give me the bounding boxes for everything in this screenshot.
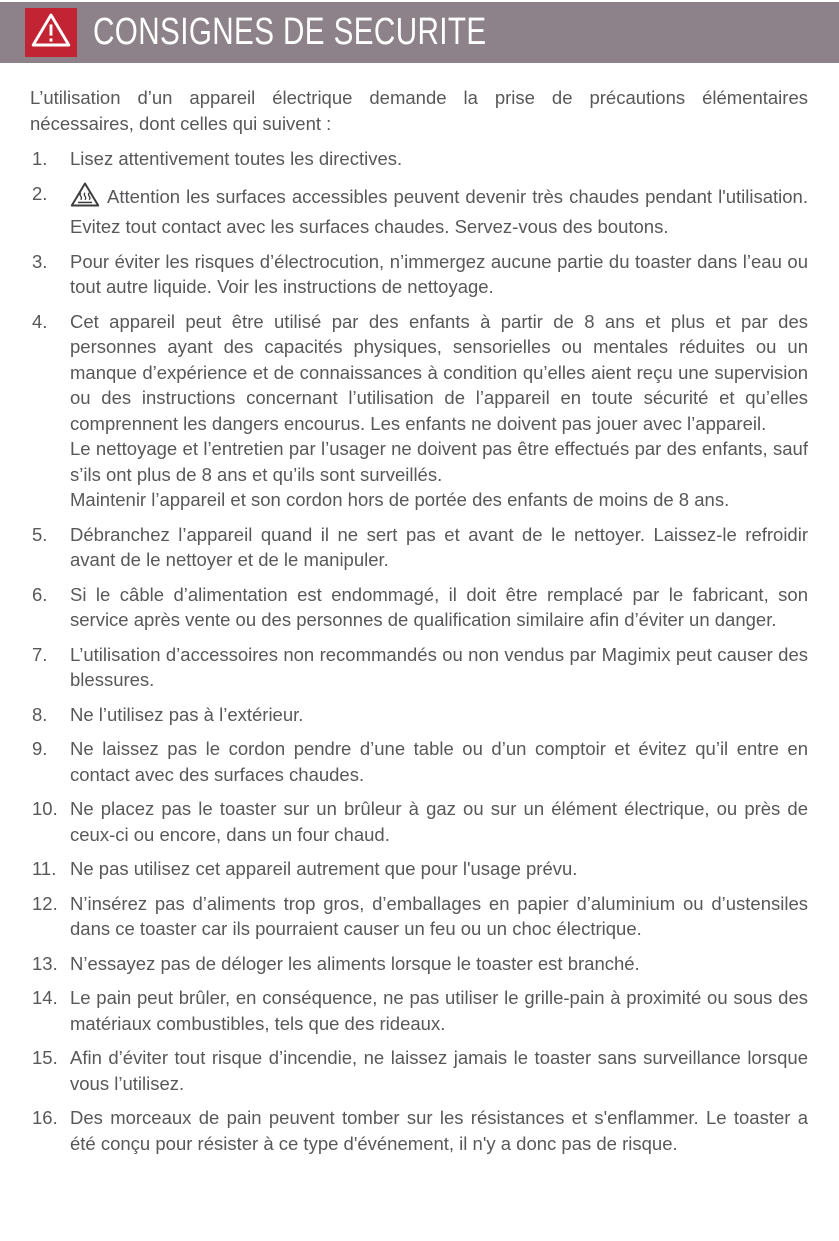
safety-list [30,146,808,1156]
list-item-10 [30,796,808,847]
section-header [0,2,839,63]
list-item-2 [30,181,808,240]
list-item-4 [30,309,808,513]
item-number: 2. [32,182,48,204]
item-text: Ne l’utilisez pas à l’extérieur. [70,703,304,725]
item-number: 13. [32,952,58,974]
item-number: 4. [32,310,48,332]
item-number: 1. [32,148,48,169]
manual-page [0,2,839,1241]
item-text: Lisez attentivement toutes les directives. [70,148,403,169]
page-title: CONSIGNES DE SECURITE [93,11,487,53]
list-item-15 [30,1045,808,1096]
item-text: Débranchez l’appareil quand il ne sert pas et avant de le nettoyer. Laissez-le refroidir avant de le nettoyer et de le manipuler. [70,523,808,570]
item-number: 3. [32,250,48,272]
safety-instructions [0,63,839,1156]
list-item-13 [30,951,808,977]
list-item-7 [30,642,808,693]
item-paragraph: Cet appareil peut être utilisé par des enfants à partir de 8 ans et plus et par des personnes ayant des capacités physiques, sensorielles ou mentales réduites ou un manque d’expérience et de connaissances à condition qu’elles aient reçu une supervision ou des instructions concernant l’utilisation de l’appareil en toute sécurité et qu’elles comprennent les dangers encourus. Les enfants ne doivent pas jouer avec l’appareil. [70,310,808,434]
item-number: 15. [32,1047,58,1068]
item-number: 5. [32,523,48,545]
item-paragraph: Le nettoyage et l’entretien par l’usager ne doivent pas être effectués par des enfants, sauf s’ils ont plus de 8 ans et qu’ils sont surveillés. [70,438,808,485]
item-text: N’insérez pas d’aliments trop gros, d’emballages en papier d’aluminium ou d’ustensiles dans ce toaster car ils pourraient causer un feu ou un choc électrique. [70,892,808,939]
item-number: 9. [32,738,48,759]
list-item-5 [30,522,808,573]
item-number: 12. [32,892,58,914]
item-paragraph: Maintenir l’appareil et son cordon hors de portée des enfants de moins de 8 ans. [70,489,730,510]
item-number: 11. [32,858,57,879]
item-text: Si le câble d’alimentation est endommagé, il doit être remplacé par le fabricant, son service après vente ou des personnes de qualification similaire afin d’éviter un danger. [70,583,808,630]
list-item-6 [30,582,808,633]
item-text: N’essayez pas de déloger les aliments lorsque le toaster est branché. [70,952,640,974]
list-item-14 [30,985,808,1036]
item-text: Attention les surfaces accessibles peuvent devenir très chaudes pendant l'utilisation. Evitez tout contact avec les surfaces chaudes. Servez-vous des boutons. [70,185,808,237]
item-text: Afin d’éviter tout risque d’incendie, ne laissez jamais le toaster sans surveillance lorsque vous l’utilisez. [70,1047,808,1094]
item-text: Ne laissez pas le cordon pendre d’une table ou d’un comptoir et évitez qu’il entre en contact avec des surfaces chaudes. [70,738,808,785]
list-item-1 [30,146,808,172]
list-item-16 [30,1105,808,1156]
item-text: Pour éviter les risques d’électrocution, n’immergez aucune partie du toaster dans l’eau ou tout autre liquide. Voir les instructions de nettoyage. [70,250,808,297]
item-number: 6. [32,583,48,605]
item-text: Le pain peut brûler, en conséquence, ne pas utiliser le grille-pain à proximité ou sous des matériaux combustibles, tels que des rideaux. [70,987,808,1034]
list-item-8 [30,702,808,728]
warning-box [25,8,77,57]
item-number: 10. [32,798,58,819]
item-text: Ne placez pas le toaster sur un brûleur à gaz ou sur un élément électrique, ou près de ceux-ci ou encore, dans un four chaud. [70,798,808,845]
item-number: 8. [32,703,48,725]
item-number: 7. [32,643,48,665]
warning-triangle-icon [31,12,71,53]
list-item-11 [30,856,808,882]
list-item-12 [30,891,808,942]
list-item-3 [30,249,808,300]
item-text: Des morceaux de pain peuvent tomber sur les résistances et s'enflammer. Le toaster a été conçu pour résister à ce type d'événement, il n'y a donc pas de risque. [70,1107,808,1154]
item-text: L’utilisation d’accessoires non recommandés ou non vendus par Magimix peut causer des blessures. [70,643,808,690]
list-item-9 [30,736,808,787]
intro-paragraph: L’utilisation d’un appareil électrique demande la prise de précautions élémentaires nécessaires, dont celles qui suivent : [30,87,808,134]
hot-surface-icon [70,181,100,215]
item-number: 16. [32,1107,58,1128]
item-number: 14. [32,987,58,1008]
item-text: Ne pas utilisez cet appareil autrement que pour l'usage prévu. [70,858,578,879]
